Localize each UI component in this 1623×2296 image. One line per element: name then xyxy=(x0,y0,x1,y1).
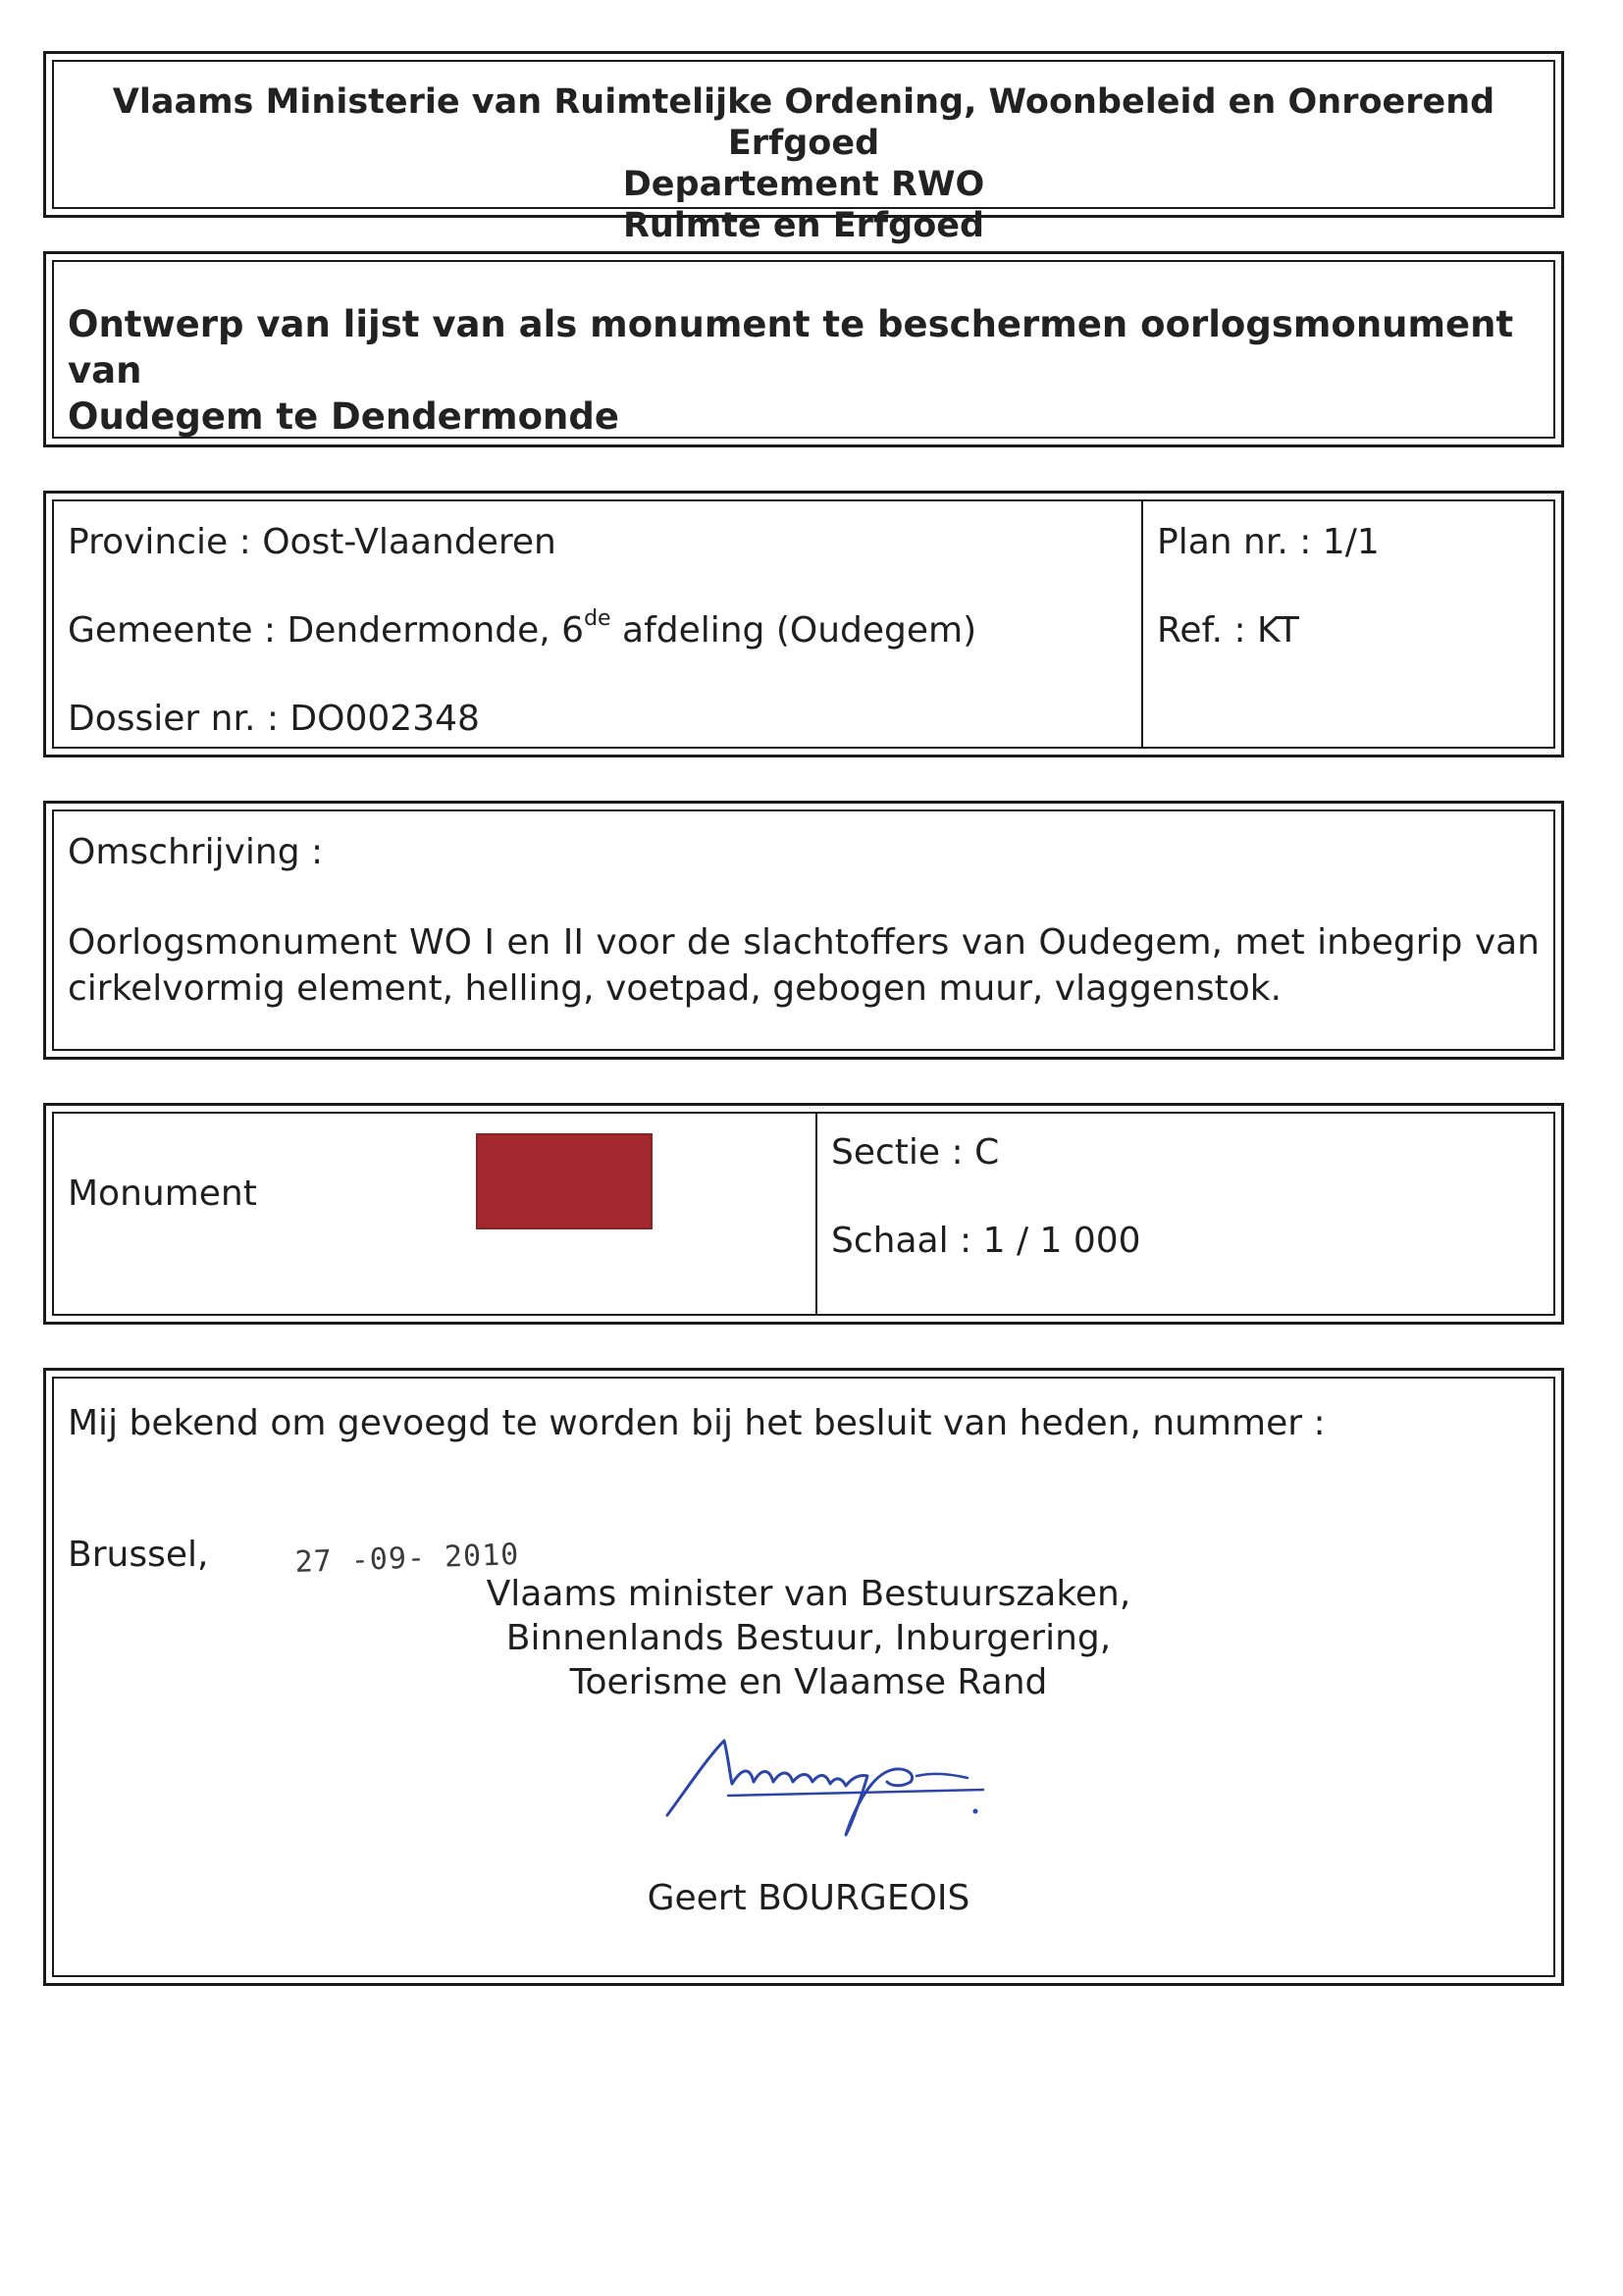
department-name: Departement RWO xyxy=(622,165,985,204)
dossier-field: Dossier nr. : DO002348 xyxy=(68,699,480,739)
gemeente-superscript: de xyxy=(584,606,611,631)
minister-title-line1: Vlaams minister van Bestuurszaken, xyxy=(486,1574,1131,1614)
plan-cell xyxy=(1143,501,1553,747)
header-box xyxy=(43,51,1564,245)
document-title-line2: Oudegem te Dendermonde xyxy=(68,395,619,438)
monument-label: Monument xyxy=(68,1174,257,1214)
reference: Ref. : KT xyxy=(1157,610,1299,651)
schaal-field: Schaal : 1 / 1 000 xyxy=(831,1221,1141,1261)
place-label: Brussel, xyxy=(68,1535,209,1575)
decision-box xyxy=(43,1368,1564,1986)
plan-number: Plan nr. : 1/1 xyxy=(1157,522,1380,562)
division-name: Ruimte en Erfgoed xyxy=(622,206,985,245)
ministry-name: Vlaams Ministerie van Ruimtelijke Ordening, Woonbeleid en Onroerend Erfgoed xyxy=(112,82,1495,163)
location-cell xyxy=(54,501,1143,747)
signature-image xyxy=(659,1727,1072,1845)
provincie-field: Provincie : Oost-Vlaanderen xyxy=(68,522,556,562)
description-heading: Omschrijving : xyxy=(68,832,324,872)
minister-title-line2: Binnenlands Bestuur, Inburgering, xyxy=(505,1618,1112,1658)
gemeente-suffix: afdeling (Oudegem) xyxy=(610,610,977,651)
minister-name: Geert BOURGEOIS xyxy=(647,1878,970,1918)
sectie-field: Sectie : C xyxy=(831,1132,1000,1173)
gemeente-text: Gemeente : Dendermonde, 6 xyxy=(68,610,585,651)
gemeente-field xyxy=(68,606,977,651)
description-text: Oorlogsmonument WO I en II voor de slachtoffers van Oudegem, met inbegrip van cirkelvormig element, helling, voetpad, gebogen muur, vlaggenstok. xyxy=(68,922,1540,1009)
decision-intro: Mij bekend om gevoegd te worden bij het besluit van heden, nummer : xyxy=(68,1403,1326,1443)
monument-color-swatch xyxy=(476,1133,653,1229)
legend-box xyxy=(43,1103,1564,1325)
document-title-line1: Ontwerp van lijst van als monument te beschermen oorlogsmonument van xyxy=(68,303,1514,391)
description-box xyxy=(43,801,1564,1060)
minister-title-line3: Toerisme en Vlaamse Rand xyxy=(569,1662,1048,1702)
legend-cell xyxy=(54,1114,817,1314)
title-box xyxy=(43,251,1564,447)
date-stamp: 27 -09- 2010 xyxy=(294,1538,520,1580)
info-box xyxy=(43,491,1564,757)
